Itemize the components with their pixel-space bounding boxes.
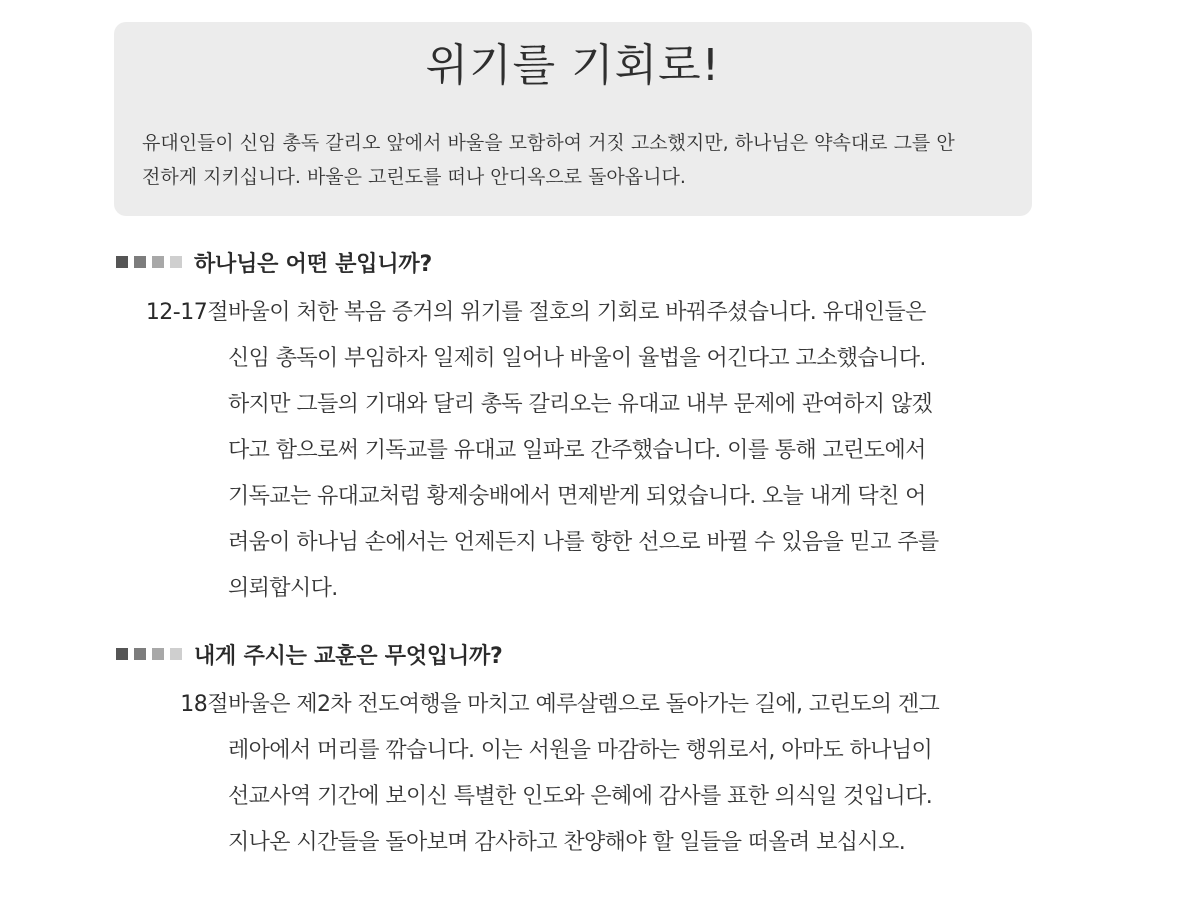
square-bullet-icon [116,256,128,268]
passage-line: 신임 총독이 부임하자 일제히 일어나 바울이 율법을 어긴다고 고소했습니다. [228,346,926,371]
heading-bullets-icon [116,648,182,660]
passage-line: 기독교는 유대교처럼 황제숭배에서 면제받게 되었습니다. 오늘 내게 닥친 어 [228,484,926,509]
verse-reference: 18절 [180,692,228,717]
summary-text [142,126,1008,194]
passage [116,682,1034,866]
passage-line: 레아에서 머리를 깎습니다. 이는 서원을 마감하는 행위로서, 아마도 하나님이 [228,738,933,763]
square-bullet-icon [170,256,182,268]
passage-body [228,290,1034,612]
section-who-is-god [116,240,1034,612]
page-title: 위기를 기회로! [425,40,721,91]
passage-line: 바울은 제2차 전도여행을 마치고 예루살렘으로 돌아가는 길에, 고린도의 겐그 [228,692,940,717]
section-heading [116,240,1034,284]
section-heading-text: 하나님은 어떤 분입니까? [194,251,433,277]
verse-reference: 12-17절 [145,300,228,325]
square-bullet-icon [134,648,146,660]
summary-line: 유대인들이 신임 총독 갈리오 앞에서 바울을 모함하여 거짓 고소했지만, 하나님은 약속대로 그를 안 [142,132,955,154]
summary-line: 전하게 지키십니다. 바울은 고린도를 떠나 안디옥으로 돌아옵니다. [142,166,686,188]
passage-line: 지나온 시간들을 돌아보며 감사하고 찬양해야 할 일들을 떠올려 보십시오. [228,830,906,855]
passage [116,290,1034,612]
section-heading-text: 내게 주시는 교훈은 무엇입니까? [194,643,503,669]
passage-body [228,682,1034,866]
square-bullet-icon [116,648,128,660]
passage-line: 바울이 처한 복음 증거의 위기를 절호의 기회로 바꿔주셨습니다. 유대인들은 [228,300,926,325]
passage-line: 의뢰합시다. [228,576,338,601]
square-bullet-icon [170,648,182,660]
section-heading [116,632,1034,676]
section-lesson-for-me [116,632,1034,866]
passage-line: 선교사역 기간에 보이신 특별한 인도와 은혜에 감사를 표한 의식일 것입니다. [228,784,933,809]
passage-line: 하지만 그들의 기대와 달리 총독 갈리오는 유대교 내부 문제에 관여하지 않겠 [228,392,933,417]
square-bullet-icon [152,648,164,660]
square-bullet-icon [152,256,164,268]
summary-box [114,22,1032,216]
heading-bullets-icon [116,256,182,268]
passage-line: 려움이 하나님 손에서는 언제든지 나를 향한 선으로 바뀔 수 있음을 믿고 주를 [228,530,939,555]
passage-line: 다고 함으로써 기독교를 유대교 일파로 간주했습니다. 이를 통해 고린도에서 [228,438,926,463]
square-bullet-icon [134,256,146,268]
